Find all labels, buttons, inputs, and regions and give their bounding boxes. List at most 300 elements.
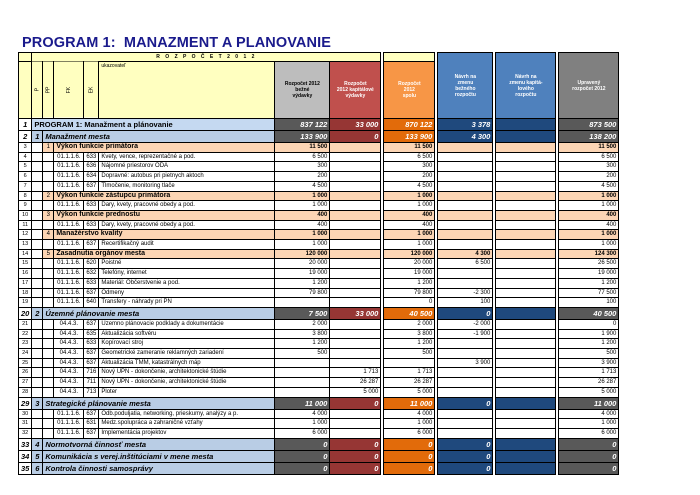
bezne-value: 300 (275, 162, 330, 172)
navrh-bezny-value (438, 191, 493, 201)
spolu-value: 500 (384, 349, 435, 359)
spolu-value: 79 800 (384, 288, 435, 298)
table-row (19, 428, 619, 438)
pp-code (43, 220, 54, 230)
kapital-value (330, 249, 381, 259)
bezne-value: 20 000 (275, 259, 330, 269)
spolu-value (384, 358, 435, 368)
upraveny-value: 26 500 (559, 259, 619, 269)
p-code: 6 (32, 462, 43, 474)
spolu-value: 40 500 (384, 307, 435, 319)
ek-code: 711 (84, 378, 99, 388)
ek-code: 632 (84, 269, 99, 279)
navrh-kapital-value (496, 307, 556, 319)
bezne-value: 1 000 (275, 191, 330, 201)
bezne-value: 0 (275, 450, 330, 462)
row-number: 7 (19, 181, 32, 191)
table-row (19, 230, 619, 240)
upraveny-value: 138 200 (559, 131, 619, 143)
pp-code (43, 387, 54, 397)
upraveny-value: 400 (559, 210, 619, 220)
ek-code: 633 (84, 220, 99, 230)
ek-code: 637 (84, 181, 99, 191)
ek-code: 637 (84, 409, 99, 419)
ukazovatel-header: ukazovateľ (99, 61, 275, 118)
spolu-value: 870 122 (384, 119, 435, 131)
navrh-bezny-value (438, 419, 493, 429)
pp-code: 2 (43, 191, 54, 201)
item-label: Dary, kvety, pracovné obedy a pod. (99, 201, 275, 211)
kapital-value (330, 288, 381, 298)
fk-code: 01.1.1.6. (54, 409, 84, 419)
navrh-kapital-value (496, 259, 556, 269)
p-code (32, 339, 43, 349)
kapital-value: 1 713 (330, 368, 381, 378)
fk-code: 01.1.1.6. (54, 152, 84, 162)
navrh-bezny-value (438, 269, 493, 279)
ek-code: 633 (84, 339, 99, 349)
spolu-value: 1 000 (384, 191, 435, 201)
ek-code: 633 (84, 201, 99, 211)
navrh-kapital-value (496, 240, 556, 250)
p-code (32, 220, 43, 230)
item-label: Nájomné priestorov ODA (99, 162, 275, 172)
pp-code (43, 162, 54, 172)
upraveny-value: 500 (559, 349, 619, 359)
navrh-bezny-value: 4 300 (438, 131, 493, 143)
navrh-kapital-value (496, 368, 556, 378)
bezne-value: 1 000 (275, 201, 330, 211)
navrh-kapital-value (496, 438, 556, 450)
kapital-value: 26 287 (330, 378, 381, 388)
bezne-value (275, 387, 330, 397)
p-code: 3 (32, 397, 43, 409)
program-label: PROGRAM 1: Manažment a plánovanie (32, 119, 275, 131)
row-number: 9 (19, 201, 32, 211)
pp-code (43, 409, 54, 419)
item-label: Implementácia projektov (99, 428, 275, 438)
row-number: 35 (19, 462, 32, 474)
navrh-kapital-value (496, 220, 556, 230)
row-number: 15 (19, 259, 32, 269)
item-label: Odmeny (99, 288, 275, 298)
pp-code: 4 (43, 230, 54, 240)
navrh-bezny-value: 0 (438, 397, 493, 409)
navrh-bezny-value (438, 387, 493, 397)
pp-code: 5 (43, 249, 54, 259)
row-number: 8 (19, 191, 32, 201)
pp-code (43, 339, 54, 349)
pp-code (43, 298, 54, 308)
kapital-value (330, 349, 381, 359)
kapital-value (330, 278, 381, 288)
ek-code: 637 (84, 319, 99, 329)
subsection-label: Výkon funkcie zástupcu primátora (54, 191, 275, 201)
bezne-value: 500 (275, 349, 330, 359)
row-number: 34 (19, 450, 32, 462)
pp-code (43, 349, 54, 359)
navrh-bezny-value (438, 278, 493, 288)
item-label: Územno plánovacie podklady a dokumentácie (99, 319, 275, 329)
kapital-value (330, 172, 381, 182)
upraveny-value: 3 900 (559, 358, 619, 368)
upraveny-value: 1 000 (559, 240, 619, 250)
pp-code (43, 368, 54, 378)
spolu-value: 11 000 (384, 397, 435, 409)
table-row (19, 172, 619, 182)
p-code (32, 378, 43, 388)
fk-code: 01.1.1.6. (54, 220, 84, 230)
item-label: Aktualizácia TMM, katastrálnych máp (99, 358, 275, 368)
navrh-kapital-value (496, 269, 556, 279)
ek-code: 633 (84, 278, 99, 288)
navrh-kapital-value (496, 358, 556, 368)
navrh-bezny-value (438, 152, 493, 162)
spolu-value: 0 (384, 462, 435, 474)
fk-code: 01.1.1.6. (54, 259, 84, 269)
table-row (19, 191, 619, 201)
table-row (19, 298, 619, 308)
upraveny-value: 1 900 (559, 329, 619, 339)
spolu-value: 6 000 (384, 428, 435, 438)
upraveny-value: 1 000 (559, 191, 619, 201)
table-row (19, 201, 619, 211)
kapital-value (330, 428, 381, 438)
row-number: 33 (19, 438, 32, 450)
item-label: Dary, kvety, pracovné obedy a pod. (99, 220, 275, 230)
navrh-bezny-value (438, 428, 493, 438)
bezne-header: Rozpočet 2012 bežné výdavky (275, 61, 330, 118)
kapital-value (330, 419, 381, 429)
table-row (19, 368, 619, 378)
navrh-kapital-value (496, 397, 556, 409)
ek-code: 713 (84, 387, 99, 397)
kapital-value (330, 201, 381, 211)
upraveny-value: 4 500 (559, 181, 619, 191)
row-number: 11 (19, 220, 32, 230)
bezne-value: 400 (275, 220, 330, 230)
row-number: 19 (19, 298, 32, 308)
fk-code: 01.1.1.6. (54, 172, 84, 182)
item-label: Nový ÚPN - dokončenie, architektonické štúdie (99, 368, 275, 378)
p-code (32, 298, 43, 308)
navrh-bezny-value: -1 900 (438, 329, 493, 339)
ek-code: 620 (84, 259, 99, 269)
item-label: Kopírovací stroj (99, 339, 275, 349)
ek-code: 637 (84, 288, 99, 298)
table-row (19, 162, 619, 172)
spolu-value: 0 (384, 298, 435, 308)
navrh-kapital-value (496, 288, 556, 298)
upraveny-value: 1 200 (559, 339, 619, 349)
spolu-value: 26 287 (384, 378, 435, 388)
kapital-value (330, 339, 381, 349)
table-row (19, 131, 619, 143)
p-code (32, 172, 43, 182)
navrh-bezny-header: Návrh na zmenu bežného rozpočtu (438, 53, 493, 119)
bezne-value: 120 000 (275, 249, 330, 259)
bezne-value: 1 000 (275, 230, 330, 240)
p-code (32, 230, 43, 240)
kapital-value (330, 162, 381, 172)
row-number: 18 (19, 288, 32, 298)
table-row (19, 358, 619, 368)
row-number: 32 (19, 428, 32, 438)
table-row (19, 210, 619, 220)
table-row (19, 143, 619, 153)
upraveny-value: 4 000 (559, 409, 619, 419)
navrh-kapital-value (496, 378, 556, 388)
bezne-value: 11 500 (275, 143, 330, 153)
upraveny-value: 124 300 (559, 249, 619, 259)
kapital-value (330, 191, 381, 201)
section-label: Normotvorná činnosť mesta (43, 438, 275, 450)
navrh-bezny-value: 6 500 (438, 259, 493, 269)
pp-code (43, 181, 54, 191)
kapital-value: 5 000 (330, 387, 381, 397)
table-row (19, 278, 619, 288)
pp-code (43, 358, 54, 368)
upraveny-value: 1 000 (559, 201, 619, 211)
kapital-value (330, 181, 381, 191)
item-label: Medz.spolupráca a zahraničné vzťahy (99, 419, 275, 429)
row-number: 14 (19, 249, 32, 259)
upraveny-value: 400 (559, 220, 619, 230)
bezne-value: 19 000 (275, 269, 330, 279)
ek-code: 640 (84, 298, 99, 308)
item-label: Nový ÚPN - dokončenie, architektonické štúdie (99, 378, 275, 388)
spolu-value: 1 200 (384, 339, 435, 349)
fk-code: 01.1.1.6. (54, 278, 84, 288)
bezne-value: 11 000 (275, 397, 330, 409)
upraveny-value: 100 (559, 298, 619, 308)
row-number: 5 (19, 162, 32, 172)
fk-code: 01.1.1.6. (54, 428, 84, 438)
section-label: Územné plánovanie mesta (43, 307, 275, 319)
section-label: Manažment mesta (43, 131, 275, 143)
p-code (32, 288, 43, 298)
spolu-value: 0 (384, 450, 435, 462)
table-row (19, 450, 619, 462)
item-label: Materiál: Občerstvenie a pod. (99, 278, 275, 288)
upraveny-value: 77 500 (559, 288, 619, 298)
navrh-bezny-value: -2 300 (438, 288, 493, 298)
spolu-value: 1 200 (384, 278, 435, 288)
ek-code: 635 (84, 329, 99, 339)
fk-code: 04.4.3. (54, 319, 84, 329)
navrh-kapital-value (496, 172, 556, 182)
navrh-bezny-value (438, 240, 493, 250)
upraveny-value: 0 (559, 438, 619, 450)
ek-header: EK (84, 61, 99, 118)
navrh-bezny-value: 4 300 (438, 249, 493, 259)
kapital-value (330, 220, 381, 230)
fk-code: 04.4.3. (54, 339, 84, 349)
table-row (19, 438, 619, 450)
pp-code (43, 329, 54, 339)
item-label: Transfery - náhrady pri PN (99, 298, 275, 308)
kapital-value (330, 152, 381, 162)
table-row (19, 387, 619, 397)
navrh-kapital-value (496, 162, 556, 172)
navrh-kapital-value (496, 230, 556, 240)
navrh-bezny-value (438, 220, 493, 230)
kapital-value: 33 000 (330, 307, 381, 319)
item-label: Telefóny, internet (99, 269, 275, 279)
navrh-bezny-value (438, 162, 493, 172)
page-title: PROGRAM 1: MANAZMENT A PLANOVANIE (22, 35, 331, 51)
table-row (19, 181, 619, 191)
row-number: 1 (19, 119, 32, 131)
p-code: 4 (32, 438, 43, 450)
navrh-kapital-value (496, 450, 556, 462)
table-row (19, 307, 619, 319)
spolu-value: 1 000 (384, 419, 435, 429)
fk-code: 01.1.1.6. (54, 162, 84, 172)
spolu-value: 0 (384, 438, 435, 450)
navrh-bezny-value: 0 (438, 450, 493, 462)
upraveny-value: 0 (559, 319, 619, 329)
kapital-value (330, 409, 381, 419)
upraveny-value: 200 (559, 172, 619, 182)
bezne-value: 0 (275, 462, 330, 474)
navrh-bezny-value: 3 378 (438, 119, 493, 131)
pp-code (43, 419, 54, 429)
navrh-bezny-value: 0 (438, 462, 493, 474)
kapital-value (330, 329, 381, 339)
row-number: 12 (19, 230, 32, 240)
p-code (32, 278, 43, 288)
row-number: 6 (19, 172, 32, 182)
bezne-value: 837 122 (275, 119, 330, 131)
upraveny-value: 40 500 (559, 307, 619, 319)
item-label: Tlmočenie, monitoring tlače (99, 181, 275, 191)
upraveny-value: 11 500 (559, 143, 619, 153)
pp-code (43, 201, 54, 211)
bezne-value: 7 500 (275, 307, 330, 319)
upraveny-value: 11 000 (559, 397, 619, 409)
upraveny-value: 5 000 (559, 387, 619, 397)
ek-code: 633 (84, 152, 99, 162)
upraveny-value: 1 200 (559, 278, 619, 288)
kapital-value (330, 240, 381, 250)
upraveny-header: Upravený rozpočet 2012 (559, 53, 619, 119)
table-row (19, 259, 619, 269)
row-number: 4 (19, 152, 32, 162)
kapital-value (330, 298, 381, 308)
fk-code: 04.4.3. (54, 349, 84, 359)
p-code (32, 428, 43, 438)
p-code (32, 201, 43, 211)
spolu-header: Rozpočet 2012 spolu (384, 61, 435, 118)
kapital-value: 0 (330, 397, 381, 409)
p-code: 1 (32, 131, 43, 143)
fk-code: 04.4.3. (54, 378, 84, 388)
p-code (32, 162, 43, 172)
navrh-kapital-value (496, 143, 556, 153)
navrh-kapital-value (496, 462, 556, 474)
p-code (32, 358, 43, 368)
navrh-bezny-value: 0 (438, 438, 493, 450)
bezne-value: 6 500 (275, 152, 330, 162)
ek-code: 637 (84, 428, 99, 438)
navrh-bezny-value (438, 349, 493, 359)
fk-code: 04.4.3. (54, 368, 84, 378)
p-code (32, 269, 43, 279)
table-row (19, 349, 619, 359)
spolu-value: 2 000 (384, 319, 435, 329)
navrh-bezny-value (438, 378, 493, 388)
upraveny-value: 0 (559, 462, 619, 474)
item-label: Recertifikačný audit (99, 240, 275, 250)
subsection-label: Zasadnutia orgánov mesta (54, 249, 275, 259)
budget-sheet (18, 52, 619, 475)
navrh-kapital-value (496, 152, 556, 162)
table-row (19, 339, 619, 349)
fk-code: 04.4.3. (54, 358, 84, 368)
kapital-value (330, 269, 381, 279)
upraveny-value: 1 000 (559, 230, 619, 240)
p-code (32, 319, 43, 329)
spolu-value: 400 (384, 220, 435, 230)
navrh-kapital-value (496, 428, 556, 438)
row-number: 20 (19, 307, 32, 319)
p-code: 5 (32, 450, 43, 462)
row-number: 31 (19, 419, 32, 429)
p-code (32, 329, 43, 339)
kapital-value (330, 143, 381, 153)
kapital-value: 33 000 (330, 119, 381, 131)
spolu-value: 1 000 (384, 230, 435, 240)
row-number: 27 (19, 378, 32, 388)
upraveny-value: 1 000 (559, 419, 619, 429)
row-number: 16 (19, 269, 32, 279)
p-code: 2 (32, 307, 43, 319)
spolu-value: 1 713 (384, 368, 435, 378)
table-row (19, 397, 619, 409)
bezne-value (275, 378, 330, 388)
budget-table (18, 52, 619, 475)
spolu-value: 11 500 (384, 143, 435, 153)
pp-code (43, 259, 54, 269)
navrh-kapital-value (496, 349, 556, 359)
upraveny-value: 873 500 (559, 119, 619, 131)
bezne-value: 1 000 (275, 419, 330, 429)
fk-code: 01.1.1.6. (54, 288, 84, 298)
row-number: 10 (19, 210, 32, 220)
table-row (19, 249, 619, 259)
ek-code: 637 (84, 349, 99, 359)
spolu-value: 133 900 (384, 131, 435, 143)
spolu-value: 19 000 (384, 269, 435, 279)
p-code (32, 259, 43, 269)
bezne-value: 79 800 (275, 288, 330, 298)
spolu-value: 3 800 (384, 329, 435, 339)
pp-code (43, 319, 54, 329)
kapital-value: 0 (330, 438, 381, 450)
rozpocet-banner: R O Z P O Č E T 2 0 1 2 (32, 53, 381, 62)
row-number: 3 (19, 143, 32, 153)
pp-code: 1 (43, 143, 54, 153)
bezne-value: 3 800 (275, 329, 330, 339)
navrh-bezny-value (438, 143, 493, 153)
navrh-bezny-value (438, 210, 493, 220)
upraveny-value: 0 (559, 450, 619, 462)
pp-code (43, 288, 54, 298)
table-row (19, 378, 619, 388)
subsection-label: Výkon funkcie prednostu (54, 210, 275, 220)
p-code (32, 240, 43, 250)
